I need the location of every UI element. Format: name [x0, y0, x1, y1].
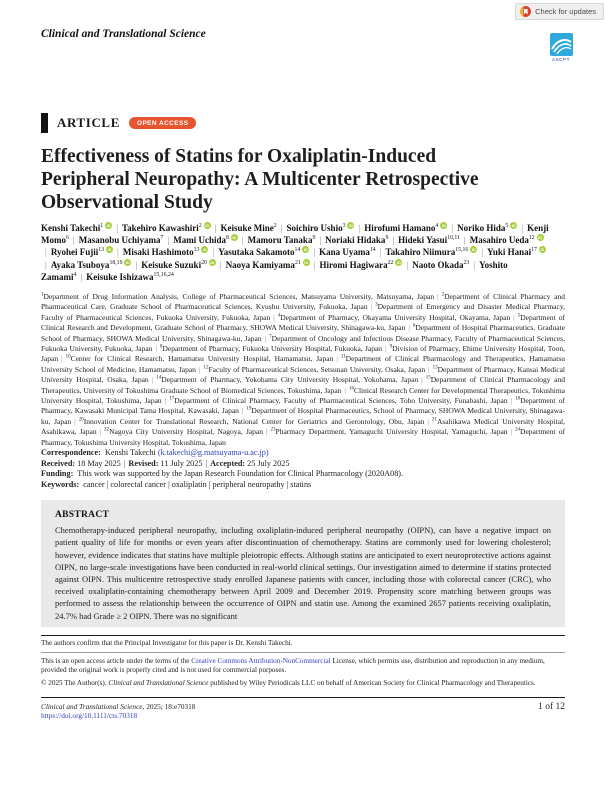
revised-value: 11 July 2025 [160, 458, 203, 468]
journal-name: Clinical and Translational Science [41, 28, 206, 40]
revised-label: Revised: [128, 458, 159, 468]
affiliation: $^{14}$Department of Pharmacy, Yokohama City University Hospital, Yokohama, Japan [156, 375, 419, 385]
affiliation: $^8$Department of Pharmacy, Fukuoka University Hospital, Fukuoka, Japan [159, 344, 383, 354]
author: Kana Uyama$^{14}$ [319, 247, 376, 258]
title-line: Observational Study [41, 192, 213, 213]
author: Mamoru Tanaka$^9$ [247, 235, 316, 246]
page-footer [41, 702, 565, 721]
author: Yoshito Zamami$^4$ [41, 259, 508, 282]
separator: | [135, 259, 138, 270]
author: Masahiro Ueda$^{12}$ iD [469, 235, 543, 246]
correspondence-line [41, 448, 565, 459]
affiliation: $^{24}$Department of Pharmacy, Tokushima University Hospital, Tokushima, Japan [41, 427, 565, 447]
affiliation: $^{18}$Department of Pharmacy, Kawasaki Municipal Tama Hospital, Kawasaki, Japan [41, 396, 565, 416]
separator: | [358, 223, 361, 233]
separator: | [99, 427, 102, 437]
separator: | [61, 354, 63, 364]
separator: | [385, 344, 387, 354]
author: Keisuke Mine$^2$ [220, 223, 277, 233]
affiliation: $^{17}$Department of Clinical Pharmacy, Faculty of Pharmaceutical Sciences, Toho University, Funabashi, Japan [169, 396, 508, 406]
separator: | [45, 247, 47, 258]
article-title [41, 145, 565, 214]
separator: | [437, 292, 439, 302]
separator: | [264, 333, 267, 343]
footer-citation [41, 702, 195, 721]
divider-strong [41, 697, 565, 698]
separator: | [241, 406, 244, 416]
funding-label: Funding: [41, 469, 74, 479]
separator: | [379, 247, 382, 258]
orcid-icon[interactable]: iD [106, 223, 111, 228]
copyright-pre: © 2025 The Author(s). [41, 679, 109, 688]
author: Hiromi Hagiwara$^{22}$ iD [319, 259, 401, 270]
crossmark-icon [520, 6, 531, 17]
correspondence-email-link[interactable]: (k.takechi@g.matsuyama-u.ac.jp) [157, 448, 269, 458]
keywords-label: Keywords: [41, 479, 80, 489]
abstract-text: Chemotherapy-induced peripheral neuropathy, including oxaliplatin-induced peripheral neuropathy (OIPN), can have a negative impact on patient quality of life for months or even years after discontinuation of chemotherapy. Statins are commonly used for lowering cholesterol; however, evidence indicates that statins have multiple pleiotropic effects. Although statins are anticipated to exert neuroprotective actions against OIPN, no large-scale investigations have been conducted in real-world clinical settings. Our investigation aimed to determine if statins protected against OIPN. This multicentre retrospective study enrolled Japanese patients with cancer, including those with colorectal cancer (CRC), who received oxaliplatin-containing chemotherapy between April 2009 and December 2019. Propensity score matching between groups was performed to assess the relationship between the occurrence of OIPN and statin use. Among the examined 2657 patients receiving oxaliplatin, 24.7% had Grade ≥ 2 OIPN. There was no significant [55, 525, 551, 621]
separator: | [336, 354, 338, 364]
author-list [41, 222, 565, 283]
separator: | [473, 259, 476, 270]
separator: | [219, 259, 222, 270]
article-type-label: ARTICLE [57, 115, 120, 130]
separator: | [74, 416, 76, 426]
ascpt-logo-text: ASCPT [551, 57, 570, 62]
title-line: Peripheral Neuropathy: A Multicenter Retrospective [41, 169, 479, 190]
orcid-icon[interactable]: iD [348, 223, 353, 228]
separator: | [392, 235, 395, 246]
title-line: Effectiveness of Statins for Oxaliplatin-Induced [41, 146, 437, 167]
orcid-icon[interactable]: iD [210, 259, 215, 265]
author: Keisuke Ishizawa$^{15,16,24}$ [86, 271, 174, 282]
orcid-icon[interactable]: iD [107, 247, 112, 253]
affiliation: $^2$Department of Clinical Pharmacy and Pharmaceutical Care, Graduate School of Pharmaceutical Sciences, Kyushu University, Fukuoka, Japan [41, 292, 565, 312]
affiliation: $^{19}$Department of Hospital Pharmaceutics, School of Pharmacy, SHOWA Medical University, Shinagawa-ku, Japan [41, 406, 565, 426]
affiliation: $^6$Department of Hospital Pharmaceutics, Graduate School of Pharmacy, SHOWA Medical University, Shinagawa-ku, Japan [41, 323, 565, 343]
affiliation: $^4$Department of Pharmacy, Okayama University Hospital, Okayama, Japan [277, 312, 511, 322]
check-for-updates-button[interactable] [515, 3, 604, 20]
license-pre: This is an open access article under the terms of the [41, 656, 192, 665]
separator: | [370, 302, 373, 312]
affiliation: $^{11}$Department of Clinical Pharmacology and Therapeutics, Hamamatsu University School of Medicine, Hamamatsu, Japan [41, 354, 566, 374]
separator: | [344, 385, 346, 395]
separator: | [428, 364, 430, 374]
affiliation: $^7$Department of Oncology and Infectious Disease Pharmacy, Faculty of Pharmaceutical Sciences, Fukuoka University, Fukuoka, Japan [41, 333, 565, 354]
separator: | [198, 364, 201, 374]
author: Noriko Hida$^5$ iD [457, 223, 516, 233]
license-post: License, which permits use, distribution and reproduction in any medium, provided the original work is properly cited and is not used for commercial purposes. [41, 656, 545, 675]
separator: | [313, 247, 316, 258]
footer-citation-rest: , 2025; 18:e70318 [142, 701, 196, 711]
affiliation: $^{15}$Department of Clinical Pharmacology and Therapeutics, University of Tokushima Graduate School of Biomedical Sciences, Tokushima, Japan [41, 375, 566, 395]
separator: | [72, 235, 75, 246]
ascpt-logo [547, 33, 575, 62]
divider-thin [41, 652, 565, 653]
accepted-label: Accepted: [210, 458, 246, 468]
separator: | [451, 223, 454, 233]
separator: | [45, 259, 47, 270]
separator: | [80, 271, 83, 282]
affiliation: $^{20}$Innovation Center for Translational Research, National Center for Geriatrics and Gerontology, Obu, Japan [78, 416, 425, 426]
keywords-text: cancer | colorectal cancer | oxaliplatin | peripheral neuropathy | statins [83, 479, 312, 489]
separator: | [273, 312, 275, 322]
affiliation: $^{12}$Faculty of Pharmaceutical Sciences, Setsunan University, Osaka, Japan [203, 364, 426, 374]
correspondence-name: Kenshi Takechi [104, 448, 156, 458]
separator: | [408, 323, 410, 333]
article-type-row [41, 113, 565, 133]
separator: | [151, 375, 154, 385]
footer-journal-name: Clinical and Translational Science [41, 701, 143, 711]
author: Noriaki Hidaka$^9$ [325, 235, 389, 246]
keywords-line [41, 480, 565, 491]
affiliation-list [41, 292, 565, 448]
affiliation: $^3$Department of Emergency and Disaster Medical Pharmacy, Faculty of Pharmaceutical Sciences, Fukuoka University, Fukuoka, Japan [41, 302, 565, 322]
separator: | [421, 375, 423, 385]
page-number: 1 of 12 [538, 701, 565, 712]
copyright-journal: Clinical and Translational Science [108, 679, 209, 688]
separator: | [164, 396, 167, 406]
accepted-value: 25 July 2025 [247, 458, 290, 468]
orcid-icon[interactable]: iD [304, 259, 309, 265]
separator: | [123, 458, 126, 468]
received-value: 18 May 2025 [77, 458, 121, 468]
affiliation: $^9$Division of Pharmacy, Ehime University Hospital, Toon, Japan [41, 344, 565, 364]
article-bar [41, 113, 48, 133]
separator: | [319, 235, 322, 246]
correspondence-label: Correspondence: [41, 448, 101, 458]
separator: | [521, 223, 524, 233]
orcid-icon[interactable]: iD [205, 223, 210, 228]
separator: | [427, 416, 429, 426]
license-note [41, 657, 565, 676]
author: Mami Uchida$^8$ iD [173, 235, 237, 246]
affiliation: $^{22}$Nagoya City University Hospital, Nagoya, Japan [104, 427, 264, 437]
orcid-icon[interactable]: iD [441, 223, 446, 228]
orcid-icon[interactable]: iD [471, 247, 476, 253]
author: Naoya Kamiyama$^{21}$ iD [225, 259, 309, 270]
funding-text: This work was supported by the Japan Research Foundation for Clinical Pharmacology (2020A08). [77, 469, 404, 479]
check-for-updates-label: Check for updates [535, 7, 596, 16]
orcid-icon[interactable]: iD [202, 247, 207, 253]
affiliation: $^{16}$Clinical Research Center for Developmental Therapeutics, Tokushima University Hospital, Tokushima, Japan [41, 385, 565, 406]
orcid-icon[interactable]: iD [232, 235, 237, 241]
author: Kenji Momo$^6$ [41, 223, 549, 246]
cc-license-link[interactable]: Creative Commons Attribution-NonCommercial [191, 656, 331, 665]
separator: | [116, 223, 118, 233]
separator: | [510, 396, 513, 406]
author: Yuki Hanai$^{17}$ iD [487, 247, 545, 258]
separator: | [513, 312, 515, 322]
abstract-box [41, 500, 565, 627]
affiliation: $^{21}$Asahikawa Medical University Hospital, Asahikawa, Japan [41, 416, 565, 437]
orcid-icon[interactable]: iD [538, 235, 543, 241]
author: Ayaka Tsuboya$^{18,19}$ iD [50, 259, 130, 270]
author: Misaki Hashimoto$^{13}$ iD [122, 247, 207, 258]
author: Naoto Okada$^{23}$ [412, 259, 470, 270]
divider-strong [41, 635, 565, 636]
affiliation: $^5$Department of Clinical Research and Development, Graduate School of Pharmacy, SHOWA Medical University, Shinagawa-ku, Japan [41, 312, 566, 333]
separator: | [406, 259, 409, 270]
affiliation: $^{10}$Center for Clinical Research, Hamamatsu University Hospital, Hamamatsu, Japan [65, 354, 334, 364]
orcid-icon[interactable]: iD [511, 223, 516, 228]
author: Kenshi Takechi$^1$ iD [41, 223, 111, 233]
history-line [41, 459, 565, 470]
copyright-note [41, 679, 565, 689]
orcid-icon[interactable]: iD [396, 259, 401, 265]
author: Yasutaka Sakamoto$^{14}$ iD [218, 247, 308, 258]
separator: | [241, 235, 244, 246]
doi-link[interactable]: https://doi.org/10.1111/cts.70318 [41, 711, 138, 721]
author: Soichiro Ushio$^3$ iD [286, 223, 353, 233]
orcid-icon[interactable]: iD [125, 259, 130, 265]
ascpt-wave-icon [550, 33, 573, 56]
open-access-badge: OPEN ACCESS [129, 117, 196, 129]
received-label: Received: [41, 458, 76, 468]
author: Takahiro Niimura$^{15,16}$ iD [385, 247, 476, 258]
separator: | [155, 344, 157, 354]
affiliation: $^1$Department of Drug Information Analysis, College of Pharmaceutical Sciences, Matsuyama University, Matsuyama, Japan [41, 292, 435, 302]
separator: | [463, 235, 466, 246]
orcid-icon[interactable]: iD [540, 247, 545, 253]
author: Ryohei Fujii$^{13}$ iD [50, 247, 112, 258]
separator: | [167, 235, 170, 246]
author: Masanobu Uchiyama$^7$ [78, 235, 164, 246]
author: Hirofumi Hamano$^4$ iD [364, 223, 446, 233]
affiliation: $^{13}$Department of Pharmacy, Kansai Medical University Hospital, Osaka, Japan [41, 364, 565, 385]
funding-line [41, 469, 565, 480]
author: Hideki Yasui$^{10,11}$ [398, 235, 460, 246]
separator: | [212, 247, 215, 258]
article-content [41, 113, 565, 721]
separator: | [266, 427, 268, 437]
affiliation: $^{23}$Pharmacy Department, Yamaguchi University Hospital, Yamaguchi, Japan [270, 427, 508, 437]
separator: | [214, 223, 217, 233]
author: Takehiro Kawashiri$^2$ iD [122, 223, 210, 233]
author: Keisuke Suzuki$^{20}$ iD [141, 259, 215, 270]
separator: | [117, 247, 119, 258]
separator: | [313, 259, 316, 270]
separator: | [280, 223, 283, 233]
principal-investigator-note: The authors confirm that the Principal Investigator for this paper is Dr. Kenshi Takechi. [41, 639, 293, 648]
copyright-post: published by Wiley Periodicals LLC on behalf of American Society for Clinical Pharmacology and Therapeutics. [208, 679, 536, 688]
separator: | [481, 247, 484, 258]
orcid-icon[interactable]: iD [303, 247, 308, 253]
abstract-heading: ABSTRACT [55, 510, 110, 521]
separator: | [510, 427, 513, 437]
separator: | [205, 458, 208, 468]
